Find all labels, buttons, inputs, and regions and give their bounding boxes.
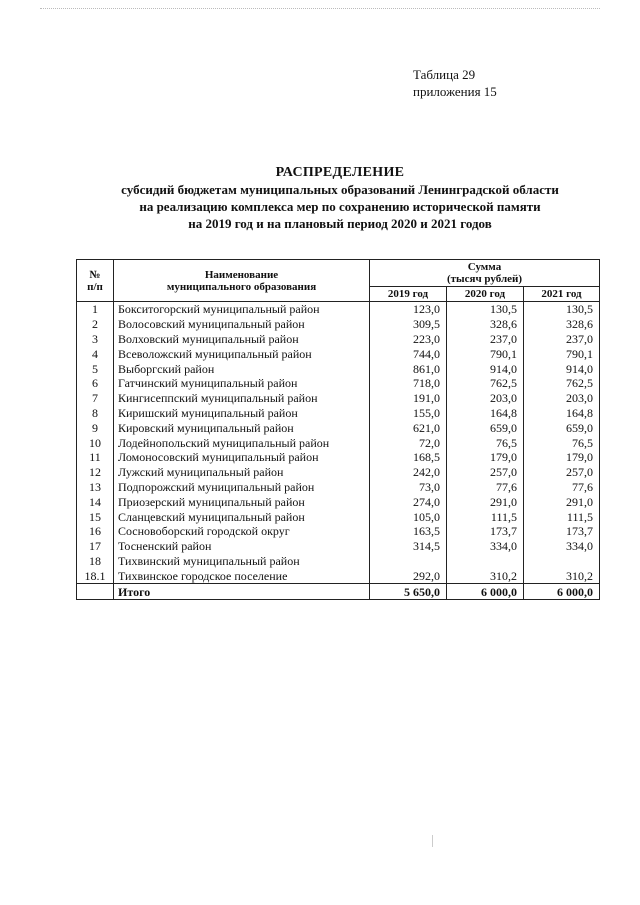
row-value-2019: 105,0 bbox=[370, 509, 447, 524]
header-sum-line-2: (тысяч рублей) bbox=[446, 273, 523, 285]
row-number: 18.1 bbox=[77, 568, 114, 583]
row-municipality-name: Тосненский район bbox=[114, 539, 370, 554]
row-value-2020: 203,0 bbox=[447, 391, 524, 406]
row-value-2019: 718,0 bbox=[370, 376, 447, 391]
row-value-2021: 77,6 bbox=[524, 480, 600, 495]
row-value-2021: 334,0 bbox=[524, 539, 600, 554]
row-value-2019: 242,0 bbox=[370, 465, 447, 480]
row-value-2021: 76,5 bbox=[524, 435, 600, 450]
title-line-3: на 2019 год и на плановый период 2020 и 2021 годов bbox=[188, 216, 492, 231]
table-row bbox=[77, 480, 600, 495]
row-municipality-name: Подпорожский муниципальный район bbox=[114, 480, 370, 495]
row-value-2020: 173,7 bbox=[447, 524, 524, 539]
row-number: 3 bbox=[77, 332, 114, 347]
table-row bbox=[77, 391, 600, 406]
header-name bbox=[114, 260, 370, 302]
row-municipality-name: Тихвинское городское поселение bbox=[114, 568, 370, 583]
header-name-line-2: муниципального образования bbox=[166, 280, 317, 293]
header-sum bbox=[370, 260, 600, 287]
row-municipality-name: Тихвинский муниципальный район bbox=[114, 554, 370, 569]
row-value-2019: 191,0 bbox=[370, 391, 447, 406]
row-value-2019: 621,0 bbox=[370, 420, 447, 435]
row-number: 4 bbox=[77, 346, 114, 361]
row-value-2021: 173,7 bbox=[524, 524, 600, 539]
row-value-2021: 914,0 bbox=[524, 361, 600, 376]
row-number: 10 bbox=[77, 435, 114, 450]
row-number: 17 bbox=[77, 539, 114, 554]
row-value-2021: 164,8 bbox=[524, 406, 600, 421]
scan-artifact bbox=[432, 835, 433, 847]
row-value-2020: 164,8 bbox=[447, 406, 524, 421]
row-number: 2 bbox=[77, 317, 114, 332]
header-sum-line-1: Сумма bbox=[467, 261, 502, 273]
scan-top-edge bbox=[40, 8, 600, 9]
table-reference bbox=[413, 66, 497, 100]
row-value-2020: 659,0 bbox=[447, 420, 524, 435]
header-year-2021: 2021 год bbox=[524, 287, 600, 302]
row-municipality-name: Киришский муниципальный район bbox=[114, 406, 370, 421]
row-value-2020 bbox=[447, 554, 524, 569]
row-municipality-name: Гатчинский муниципальный район bbox=[114, 376, 370, 391]
table-row bbox=[77, 346, 600, 361]
row-value-2019: 163,5 bbox=[370, 524, 447, 539]
table-row bbox=[77, 361, 600, 376]
header-year-2019: 2019 год bbox=[370, 287, 447, 302]
row-number: 14 bbox=[77, 494, 114, 509]
table-row bbox=[77, 332, 600, 347]
row-number: 15 bbox=[77, 509, 114, 524]
table-row bbox=[77, 509, 600, 524]
row-value-2019: 223,0 bbox=[370, 332, 447, 347]
row-number: 5 bbox=[77, 361, 114, 376]
row-value-2019: 314,5 bbox=[370, 539, 447, 554]
row-municipality-name: Сланцевский муниципальный район bbox=[114, 509, 370, 524]
row-value-2021: 291,0 bbox=[524, 494, 600, 509]
table-row bbox=[77, 554, 600, 569]
row-number: 16 bbox=[77, 524, 114, 539]
total-2019: 5 650,0 bbox=[370, 584, 447, 600]
row-value-2020: 77,6 bbox=[447, 480, 524, 495]
row-value-2021 bbox=[524, 554, 600, 569]
title-main: РАСПРЕДЕЛЕНИЕ bbox=[275, 165, 405, 180]
row-value-2021: 790,1 bbox=[524, 346, 600, 361]
row-number: 11 bbox=[77, 450, 114, 465]
row-number: 1 bbox=[77, 302, 114, 317]
row-value-2019: 861,0 bbox=[370, 361, 447, 376]
row-municipality-name: Кингисеппский муниципальный район bbox=[114, 391, 370, 406]
row-value-2021: 179,0 bbox=[524, 450, 600, 465]
table-row bbox=[77, 568, 600, 583]
table-row bbox=[77, 406, 600, 421]
row-municipality-name: Сосновоборский городской округ bbox=[114, 524, 370, 539]
row-number: 12 bbox=[77, 465, 114, 480]
reference-table-number: Таблица 29 bbox=[413, 67, 476, 82]
header-year-2020: 2020 год bbox=[447, 287, 524, 302]
row-value-2021: 111,5 bbox=[524, 509, 600, 524]
table-row bbox=[77, 317, 600, 332]
table-row bbox=[77, 465, 600, 480]
row-number: 8 bbox=[77, 406, 114, 421]
row-value-2019: 73,0 bbox=[370, 480, 447, 495]
header-name-line-1: Наименование bbox=[204, 268, 279, 281]
row-value-2021: 328,6 bbox=[524, 317, 600, 332]
table-row bbox=[77, 450, 600, 465]
row-value-2020: 310,2 bbox=[447, 568, 524, 583]
row-municipality-name: Лужский муниципальный район bbox=[114, 465, 370, 480]
table-row bbox=[77, 420, 600, 435]
total-2021: 6 000,0 bbox=[524, 584, 600, 600]
row-value-2020: 111,5 bbox=[447, 509, 524, 524]
row-value-2020: 237,0 bbox=[447, 332, 524, 347]
row-value-2020: 257,0 bbox=[447, 465, 524, 480]
row-value-2020: 328,6 bbox=[447, 317, 524, 332]
row-value-2021: 130,5 bbox=[524, 302, 600, 317]
row-value-2020: 914,0 bbox=[447, 361, 524, 376]
row-value-2020: 179,0 bbox=[447, 450, 524, 465]
row-value-2020: 790,1 bbox=[447, 346, 524, 361]
row-value-2020: 762,5 bbox=[447, 376, 524, 391]
table-row bbox=[77, 302, 600, 317]
title-line-2: на реализацию комплекса мер по сохранению исторической памяти bbox=[139, 199, 541, 214]
row-value-2019 bbox=[370, 554, 447, 569]
header-number bbox=[77, 260, 114, 302]
total-row bbox=[77, 584, 600, 600]
row-number: 9 bbox=[77, 420, 114, 435]
row-number: 7 bbox=[77, 391, 114, 406]
total-label: Итого bbox=[114, 584, 370, 600]
title-line-1: субсидий бюджетам муниципальных образований Ленинградской области bbox=[121, 182, 559, 197]
row-value-2019: 72,0 bbox=[370, 435, 447, 450]
row-municipality-name: Волховский муниципальный район bbox=[114, 332, 370, 347]
reference-appendix: приложения 15 bbox=[413, 84, 497, 99]
row-municipality-name: Волосовский муниципальный район bbox=[114, 317, 370, 332]
row-value-2019: 168,5 bbox=[370, 450, 447, 465]
table-row bbox=[77, 539, 600, 554]
total-number-cell bbox=[77, 584, 114, 600]
row-value-2020: 291,0 bbox=[447, 494, 524, 509]
row-value-2020: 130,5 bbox=[447, 302, 524, 317]
row-number: 6 bbox=[77, 376, 114, 391]
row-value-2021: 659,0 bbox=[524, 420, 600, 435]
table-row bbox=[77, 376, 600, 391]
table-body bbox=[77, 302, 600, 584]
total-2020: 6 000,0 bbox=[447, 584, 524, 600]
row-municipality-name: Бокситогорский муниципальный район bbox=[114, 302, 370, 317]
table-row bbox=[77, 494, 600, 509]
header-number-line-1: № bbox=[89, 268, 101, 281]
row-value-2019: 309,5 bbox=[370, 317, 447, 332]
table-row bbox=[77, 524, 600, 539]
subsidy-table bbox=[76, 259, 600, 600]
header-number-line-2: п/п bbox=[87, 280, 103, 293]
row-number: 18 bbox=[77, 554, 114, 569]
row-value-2019: 744,0 bbox=[370, 346, 447, 361]
row-value-2021: 203,0 bbox=[524, 391, 600, 406]
row-municipality-name: Ломоносовский муниципальный район bbox=[114, 450, 370, 465]
row-value-2020: 76,5 bbox=[447, 435, 524, 450]
row-number: 13 bbox=[77, 480, 114, 495]
row-municipality-name: Лодейнопольский муниципальный район bbox=[114, 435, 370, 450]
row-value-2019: 155,0 bbox=[370, 406, 447, 421]
document-title bbox=[80, 164, 600, 232]
row-value-2021: 257,0 bbox=[524, 465, 600, 480]
table-row bbox=[77, 435, 600, 450]
row-value-2021: 237,0 bbox=[524, 332, 600, 347]
row-value-2019: 292,0 bbox=[370, 568, 447, 583]
row-value-2019: 274,0 bbox=[370, 494, 447, 509]
row-value-2021: 762,5 bbox=[524, 376, 600, 391]
row-municipality-name: Всеволожский муниципальный район bbox=[114, 346, 370, 361]
row-municipality-name: Приозерский муниципальный район bbox=[114, 494, 370, 509]
row-value-2019: 123,0 bbox=[370, 302, 447, 317]
row-municipality-name: Кировский муниципальный район bbox=[114, 420, 370, 435]
row-value-2020: 334,0 bbox=[447, 539, 524, 554]
row-value-2021: 310,2 bbox=[524, 568, 600, 583]
row-municipality-name: Выборгский район bbox=[114, 361, 370, 376]
